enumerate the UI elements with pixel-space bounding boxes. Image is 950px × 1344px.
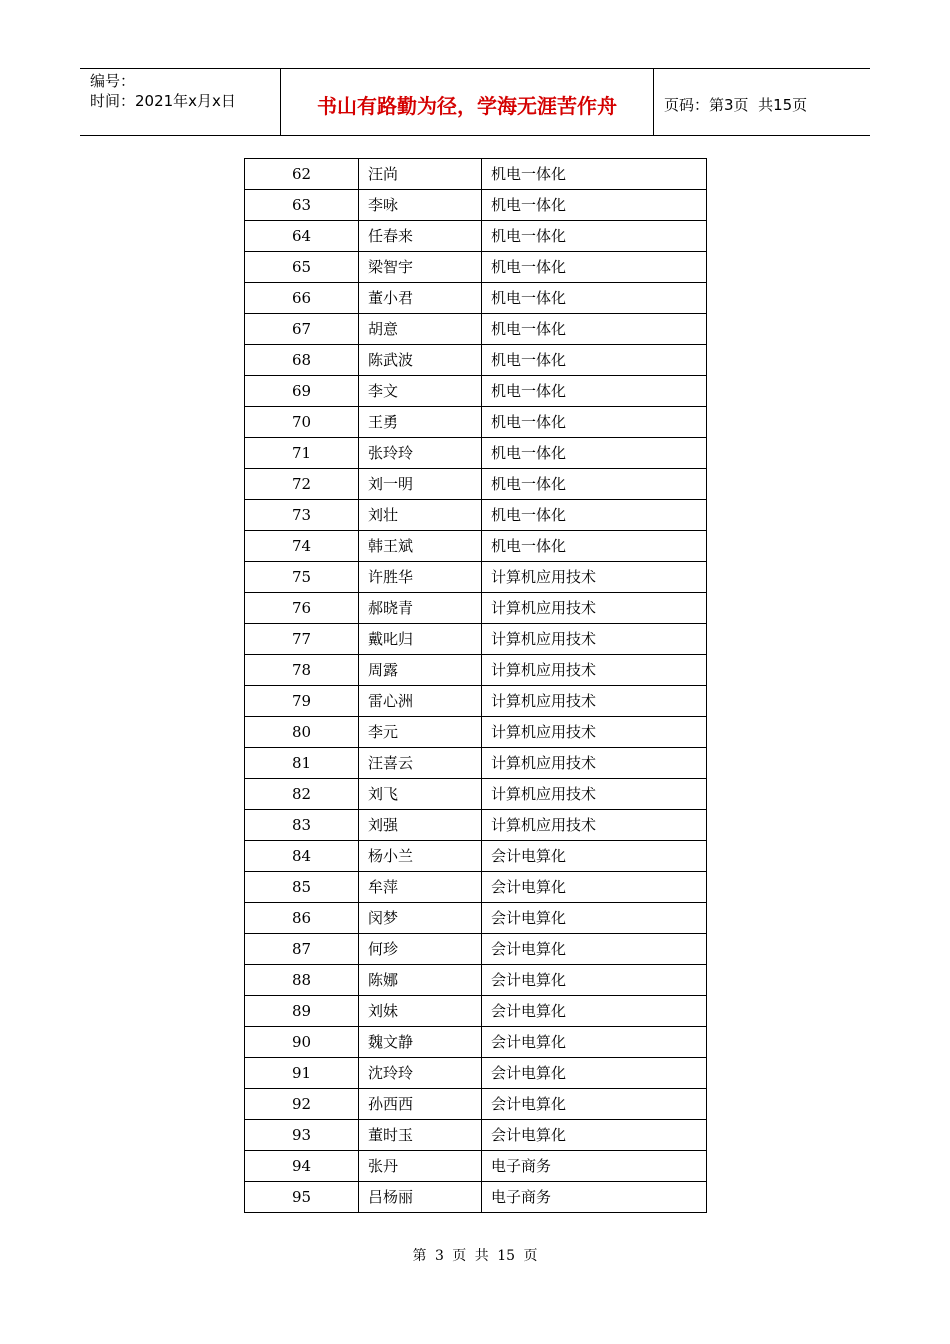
major-cell: 计算机应用技术 xyxy=(482,624,707,655)
page-info-text: 页码：第3页 共15页 xyxy=(664,95,808,114)
student-name-cell: 杨小兰 xyxy=(359,841,482,872)
table-row xyxy=(245,376,707,407)
major-cell: 计算机应用技术 xyxy=(482,717,707,748)
row-number-cell: 64 xyxy=(245,221,359,252)
row-number-cell: 95 xyxy=(245,1182,359,1213)
table-row xyxy=(245,314,707,345)
student-name-cell: 魏文静 xyxy=(359,1027,482,1058)
student-name-cell: 许胜华 xyxy=(359,562,482,593)
major-cell: 计算机应用技术 xyxy=(482,779,707,810)
row-number-cell: 94 xyxy=(245,1151,359,1182)
student-name-cell: 张丹 xyxy=(359,1151,482,1182)
student-name-cell: 韩王斌 xyxy=(359,531,482,562)
student-name-cell: 郝晓青 xyxy=(359,593,482,624)
major-cell: 机电一体化 xyxy=(482,190,707,221)
table-row xyxy=(245,686,707,717)
student-name-cell: 任春来 xyxy=(359,221,482,252)
major-cell: 会计电算化 xyxy=(482,996,707,1027)
student-name-cell: 何珍 xyxy=(359,934,482,965)
row-number-cell: 67 xyxy=(245,314,359,345)
row-number-cell: 71 xyxy=(245,438,359,469)
page-header xyxy=(80,68,870,136)
major-cell: 机电一体化 xyxy=(482,283,707,314)
student-name-cell: 陈武波 xyxy=(359,345,482,376)
row-number-cell: 83 xyxy=(245,810,359,841)
row-number-cell: 78 xyxy=(245,655,359,686)
header-meta xyxy=(80,69,281,135)
table-row xyxy=(245,438,707,469)
student-name-cell: 戴叱归 xyxy=(359,624,482,655)
major-cell: 计算机应用技术 xyxy=(482,748,707,779)
row-number-cell: 75 xyxy=(245,562,359,593)
major-cell: 机电一体化 xyxy=(482,407,707,438)
student-roster-table xyxy=(244,158,707,1213)
row-number-cell: 91 xyxy=(245,1058,359,1089)
row-number-cell: 92 xyxy=(245,1089,359,1120)
table-row xyxy=(245,872,707,903)
student-name-cell: 刘壮 xyxy=(359,500,482,531)
student-name-cell: 吕杨丽 xyxy=(359,1182,482,1213)
student-name-cell: 李文 xyxy=(359,376,482,407)
row-number-cell: 68 xyxy=(245,345,359,376)
student-name-cell: 李元 xyxy=(359,717,482,748)
student-name-cell: 董小君 xyxy=(359,283,482,314)
row-number-cell: 84 xyxy=(245,841,359,872)
table-row xyxy=(245,500,707,531)
student-name-cell: 刘妹 xyxy=(359,996,482,1027)
row-number-cell: 62 xyxy=(245,159,359,190)
major-cell: 会计电算化 xyxy=(482,1027,707,1058)
table-row xyxy=(245,996,707,1027)
row-number-cell: 81 xyxy=(245,748,359,779)
major-cell: 会计电算化 xyxy=(482,1058,707,1089)
major-cell: 机电一体化 xyxy=(482,159,707,190)
table-row xyxy=(245,841,707,872)
major-cell: 会计电算化 xyxy=(482,841,707,872)
row-number-cell: 65 xyxy=(245,252,359,283)
row-number-cell: 69 xyxy=(245,376,359,407)
table-row xyxy=(245,159,707,190)
serial-label: 编号： xyxy=(90,72,136,90)
row-number-cell: 88 xyxy=(245,965,359,996)
student-name-cell: 雷心洲 xyxy=(359,686,482,717)
row-number-cell: 63 xyxy=(245,190,359,221)
student-name-cell: 胡意 xyxy=(359,314,482,345)
major-cell: 机电一体化 xyxy=(482,345,707,376)
student-name-cell: 孙西西 xyxy=(359,1089,482,1120)
major-cell: 计算机应用技术 xyxy=(482,562,707,593)
row-number-cell: 70 xyxy=(245,407,359,438)
row-number-cell: 66 xyxy=(245,283,359,314)
table-row xyxy=(245,655,707,686)
table-row xyxy=(245,190,707,221)
row-number-cell: 87 xyxy=(245,934,359,965)
page-footer: 第 3 页 共 15 页 xyxy=(412,1248,538,1264)
major-cell: 计算机应用技术 xyxy=(482,655,707,686)
student-name-cell: 刘飞 xyxy=(359,779,482,810)
table-row xyxy=(245,407,707,438)
row-number-cell: 72 xyxy=(245,469,359,500)
table-row xyxy=(245,810,707,841)
student-name-cell: 张玲玲 xyxy=(359,438,482,469)
student-name-cell: 沈玲玲 xyxy=(359,1058,482,1089)
major-cell: 机电一体化 xyxy=(482,500,707,531)
major-cell: 会计电算化 xyxy=(482,965,707,996)
table-row xyxy=(245,1089,707,1120)
student-name-cell: 刘强 xyxy=(359,810,482,841)
row-number-cell: 86 xyxy=(245,903,359,934)
student-name-cell: 陈娜 xyxy=(359,965,482,996)
student-name-cell: 梁智宇 xyxy=(359,252,482,283)
row-number-cell: 93 xyxy=(245,1120,359,1151)
student-name-cell: 周露 xyxy=(359,655,482,686)
table-row xyxy=(245,221,707,252)
student-name-cell: 王勇 xyxy=(359,407,482,438)
table-row xyxy=(245,1120,707,1151)
row-number-cell: 89 xyxy=(245,996,359,1027)
table-row xyxy=(245,624,707,655)
row-number-cell: 90 xyxy=(245,1027,359,1058)
row-number-cell: 80 xyxy=(245,717,359,748)
major-cell: 会计电算化 xyxy=(482,903,707,934)
major-cell: 机电一体化 xyxy=(482,531,707,562)
major-cell: 会计电算化 xyxy=(482,872,707,903)
major-cell: 会计电算化 xyxy=(482,1089,707,1120)
major-cell: 会计电算化 xyxy=(482,934,707,965)
student-name-cell: 刘一明 xyxy=(359,469,482,500)
student-name-cell: 董时玉 xyxy=(359,1120,482,1151)
table-row xyxy=(245,469,707,500)
major-cell: 电子商务 xyxy=(482,1182,707,1213)
major-cell: 机电一体化 xyxy=(482,252,707,283)
roster-body xyxy=(245,159,707,1213)
student-name-cell: 牟萍 xyxy=(359,872,482,903)
student-name-cell: 闵梦 xyxy=(359,903,482,934)
table-row xyxy=(245,283,707,314)
table-row xyxy=(245,1151,707,1182)
table-row xyxy=(245,345,707,376)
student-name-cell: 汪喜云 xyxy=(359,748,482,779)
major-cell: 机电一体化 xyxy=(482,221,707,252)
major-cell: 机电一体化 xyxy=(482,376,707,407)
row-number-cell: 82 xyxy=(245,779,359,810)
major-cell: 机电一体化 xyxy=(482,469,707,500)
student-name-cell: 汪尚 xyxy=(359,159,482,190)
table-row xyxy=(245,748,707,779)
table-row xyxy=(245,934,707,965)
student-name-cell: 李咏 xyxy=(359,190,482,221)
time-label: 时间：2021年x月x日 xyxy=(90,92,236,110)
table-row xyxy=(245,1027,707,1058)
table-row xyxy=(245,717,707,748)
major-cell: 机电一体化 xyxy=(482,438,707,469)
row-number-cell: 74 xyxy=(245,531,359,562)
row-number-cell: 85 xyxy=(245,872,359,903)
major-cell: 计算机应用技术 xyxy=(482,686,707,717)
table-row xyxy=(245,965,707,996)
table-row xyxy=(245,562,707,593)
table-row xyxy=(245,1058,707,1089)
table-row xyxy=(245,903,707,934)
table-row xyxy=(245,1182,707,1213)
table-row xyxy=(245,531,707,562)
row-number-cell: 77 xyxy=(245,624,359,655)
row-number-cell: 76 xyxy=(245,593,359,624)
major-cell: 计算机应用技术 xyxy=(482,810,707,841)
major-cell: 计算机应用技术 xyxy=(482,593,707,624)
row-number-cell: 73 xyxy=(245,500,359,531)
row-number-cell: 79 xyxy=(245,686,359,717)
major-cell: 会计电算化 xyxy=(482,1120,707,1151)
major-cell: 电子商务 xyxy=(482,1151,707,1182)
major-cell: 机电一体化 xyxy=(482,314,707,345)
header-page-info xyxy=(654,69,870,135)
header-motto: 书山有路勤为径，学海无涯苦作舟 xyxy=(281,69,654,135)
table-row xyxy=(245,779,707,810)
table-row xyxy=(245,593,707,624)
table-row xyxy=(245,252,707,283)
